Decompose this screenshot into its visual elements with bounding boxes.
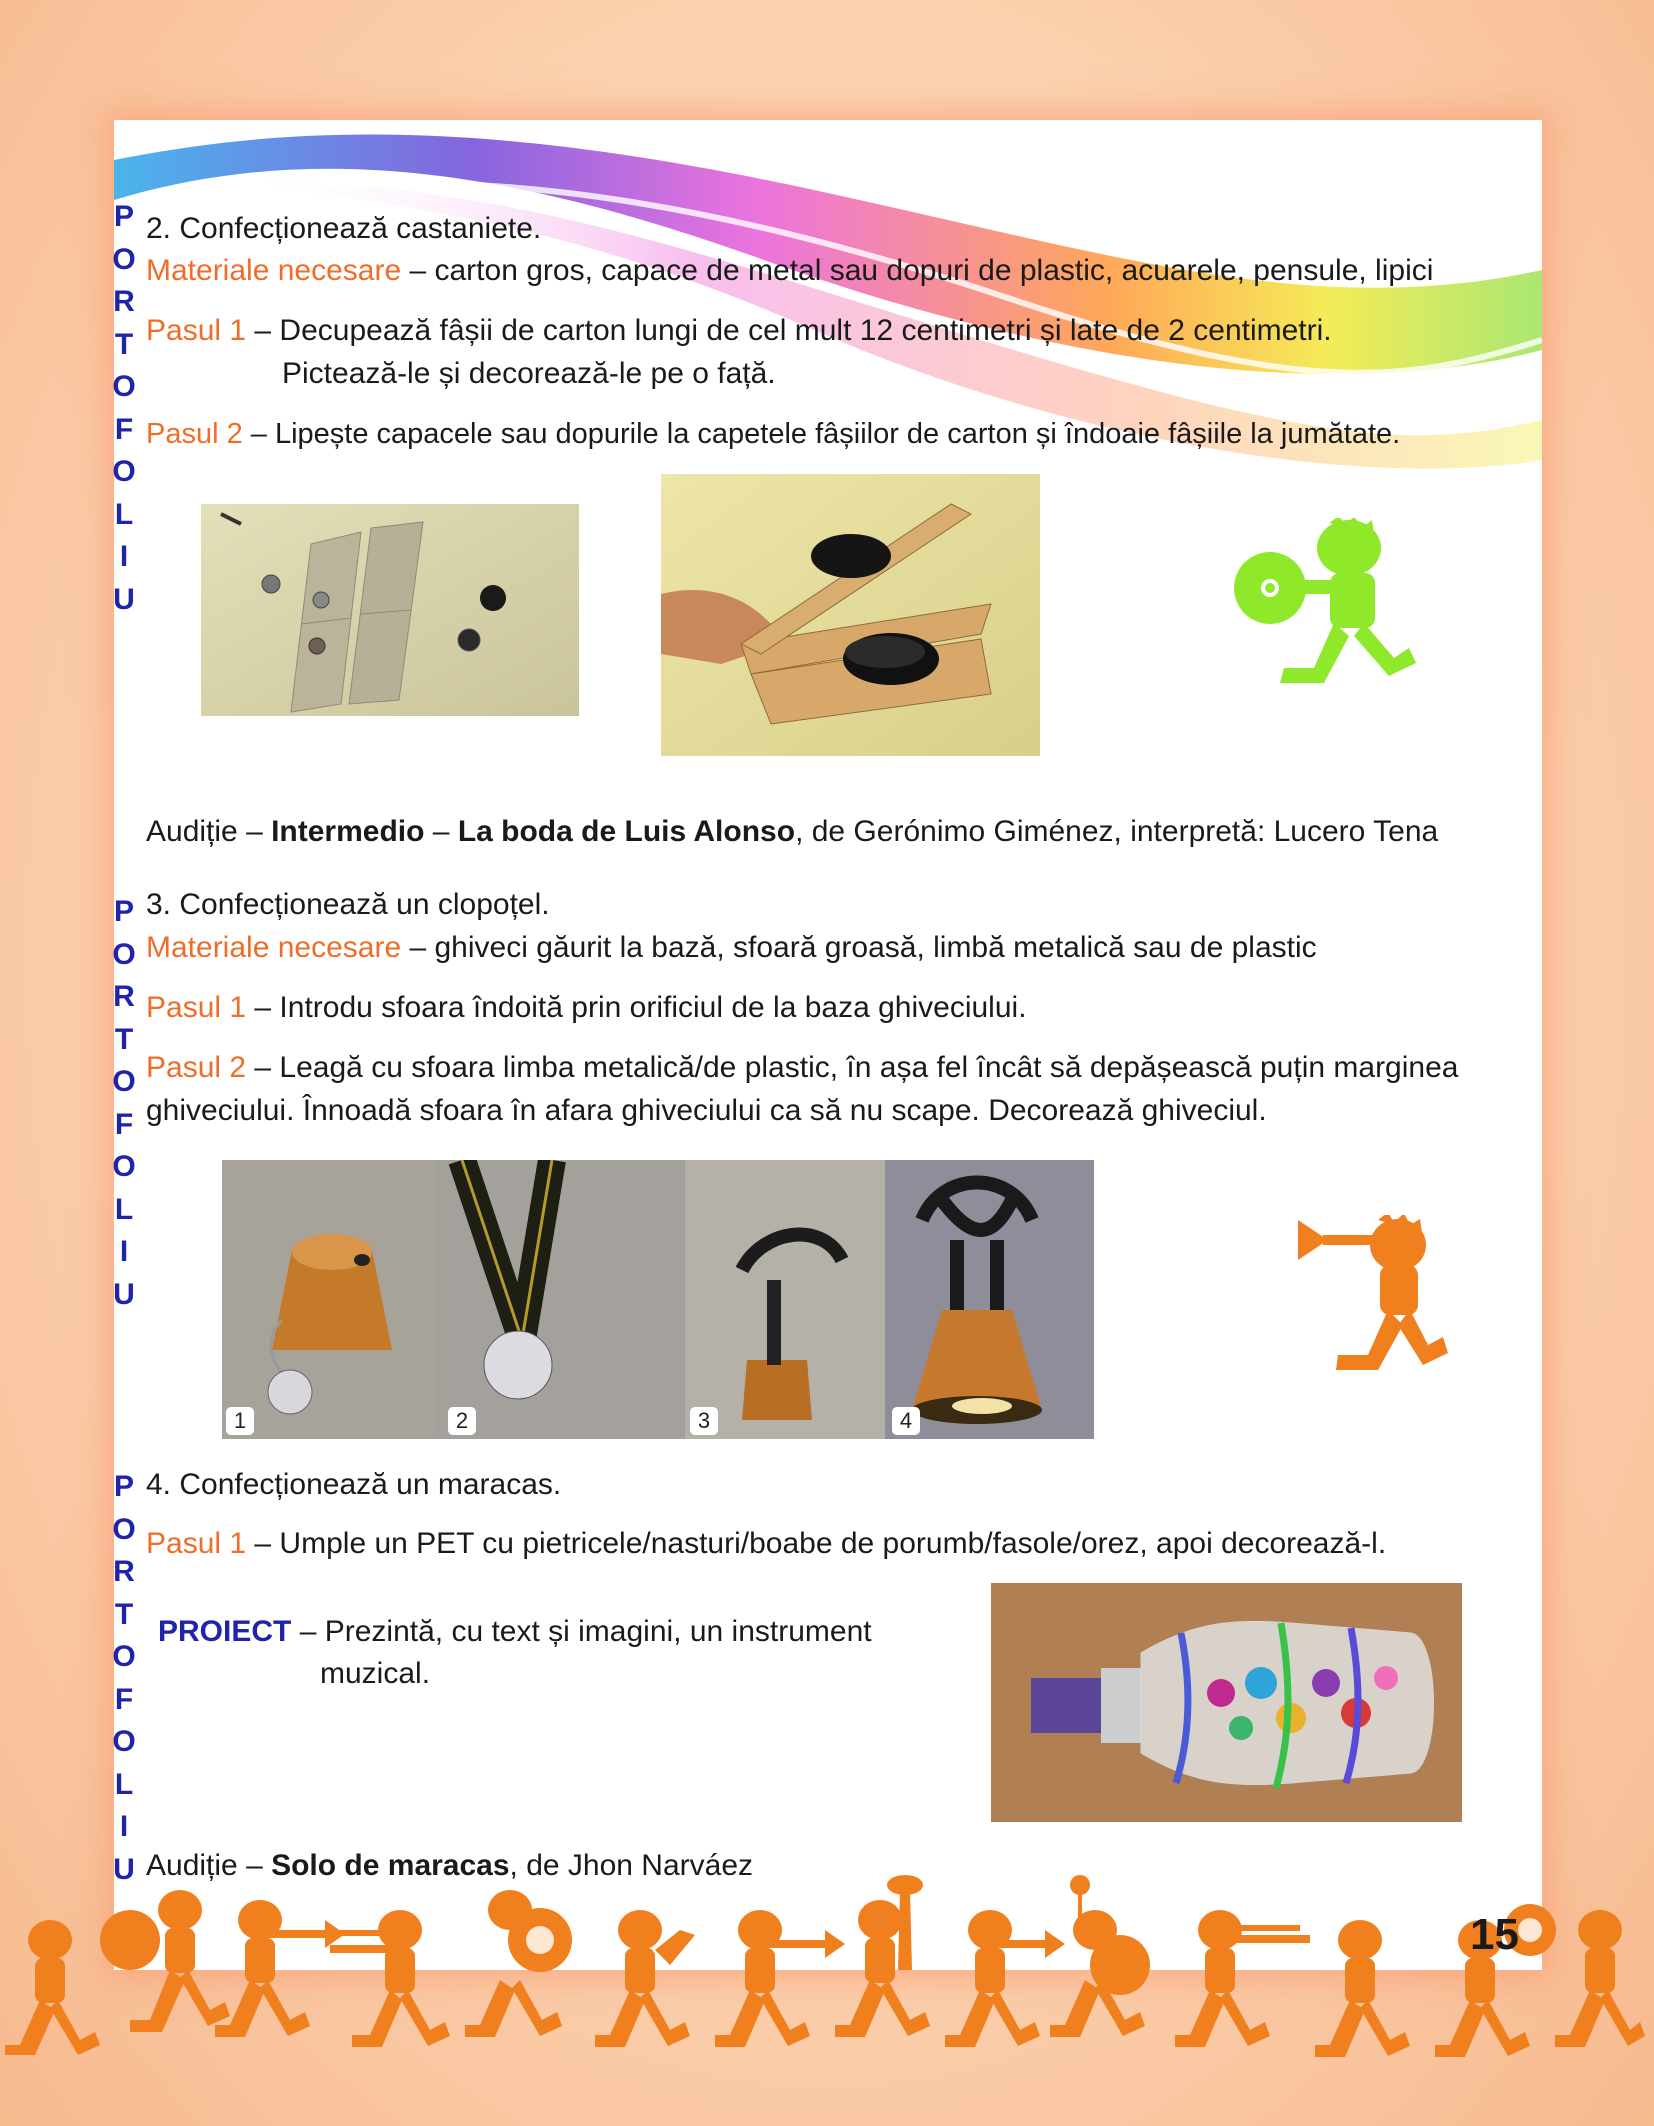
materials-label: Materiale necesare bbox=[146, 254, 402, 287]
step2-label: Pasul 2 bbox=[146, 418, 243, 450]
bell-steps-photo-strip bbox=[222, 1160, 1094, 1439]
step1-text: – Introdu sfoara îndoită prin orificiul de la baza ghiveciului. bbox=[246, 991, 1027, 1024]
step2-text: – Lipește capacele sau dopurile la capetele fâșiilor de carton și îndoaie fâșiile la jumătate. bbox=[242, 418, 1401, 450]
section2-step1 bbox=[146, 313, 1332, 349]
section4-title: 4. Confecționează un maracas. bbox=[146, 1468, 562, 1501]
trumpet-player-silhouette bbox=[1298, 1215, 1448, 1385]
project-text: – Prezintă, cu text și imagini, un instrument bbox=[291, 1615, 872, 1648]
photo-number-2: 2 bbox=[448, 1407, 476, 1435]
section3-step2-line2: ghiveciului. Înnoadă sfoara în afara ghiveciului ca să nu scape. Decorează ghiveciul. bbox=[146, 1094, 1267, 1127]
castanets-strips-photo bbox=[201, 504, 579, 716]
band-figure bbox=[5, 1920, 100, 2055]
step1-text: – Umple un PET cu pietricele/nasturi/boabe de porumb/fasole/orez, apoi decorează-l. bbox=[246, 1527, 1387, 1560]
step2-label: Pasul 2 bbox=[146, 1051, 247, 1084]
band-figure bbox=[1050, 1875, 1150, 2037]
section3-title: 3. Confecționează un clopoțel. bbox=[146, 888, 550, 921]
portofoliu-label-2: P O R T O F O L I U bbox=[112, 895, 136, 1311]
marching-band-silhouettes-footer bbox=[0, 1860, 1654, 2126]
materials-text: – ghiveci găurit la bază, sfoară groasă, limbă metalică sau de plastic bbox=[401, 931, 1317, 964]
section2-materials bbox=[146, 253, 1433, 289]
band-figure bbox=[715, 1910, 845, 2047]
band-figure bbox=[1175, 1910, 1310, 2047]
audition-suffix: , de Gerónimo Giménez, interpretă: Lucero Tena bbox=[795, 815, 1439, 848]
band-figure bbox=[330, 1910, 450, 2047]
maracas-bottle-photo bbox=[991, 1583, 1462, 1822]
band-figure bbox=[835, 1875, 930, 2037]
step1-label: Pasul 1 bbox=[146, 314, 247, 347]
cymbal-player-silhouette bbox=[1234, 518, 1434, 708]
section2-step1-line2: Pictează-le și decorează-le pe o față. bbox=[282, 357, 776, 390]
step1-text: – Decupează fâșii de carton lungi de cel mult 12 centimetri și late de 2 centimetri. bbox=[246, 314, 1332, 347]
band-figure bbox=[1555, 1910, 1645, 2047]
band-figure bbox=[595, 1910, 695, 2047]
audition-prefix: Audiție – bbox=[146, 815, 272, 848]
audition-separator: – bbox=[424, 815, 458, 848]
section3-materials bbox=[146, 930, 1317, 966]
section4-step1 bbox=[146, 1526, 1386, 1562]
photo-number-3: 3 bbox=[690, 1407, 718, 1435]
section2-title: 2. Confecționează castaniete. bbox=[146, 212, 542, 245]
photo-number-4: 4 bbox=[892, 1407, 920, 1435]
materials-text: – carton gros, capace de metal sau dopuri de plastic, acuarele, pensule, lipici bbox=[401, 254, 1434, 287]
audition-piece: Solo de maracas bbox=[271, 1849, 510, 1882]
band-figure bbox=[1315, 1920, 1410, 2057]
step1-label: Pasul 1 bbox=[146, 1527, 247, 1560]
band-figure bbox=[215, 1900, 345, 2037]
photo-number-1: 1 bbox=[226, 1407, 254, 1435]
band-figure bbox=[945, 1910, 1065, 2047]
portofoliu-label-1: P O R T O F O L I U bbox=[112, 200, 136, 616]
band-figure bbox=[465, 1890, 572, 2037]
castanets-assembled-photo bbox=[661, 474, 1040, 756]
audition-1 bbox=[146, 814, 1438, 850]
project-line-1 bbox=[158, 1614, 872, 1650]
project-label: PROIECT bbox=[158, 1615, 292, 1648]
section3-step2 bbox=[146, 1050, 1458, 1086]
audition-piece-1: Intermedio bbox=[271, 815, 425, 848]
section2-step2 bbox=[146, 416, 1400, 452]
materials-label: Materiale necesare bbox=[146, 931, 402, 964]
band-figure bbox=[100, 1890, 230, 2032]
step2-text: – Leagă cu sfoara limba metalică/de plastic, în așa fel încât să depășească puțin marginea bbox=[246, 1051, 1459, 1084]
page-number: 15 bbox=[1470, 1910, 1519, 1959]
step1-label: Pasul 1 bbox=[146, 991, 247, 1024]
audition-prefix: Audiție – bbox=[146, 1849, 272, 1882]
portofoliu-label-3: P O R T O F O L I U bbox=[112, 1470, 136, 1886]
audition-suffix: , de Jhon Narváez bbox=[509, 1849, 754, 1882]
audition-piece-2: La boda de Luis Alonso bbox=[457, 815, 796, 848]
section3-step1 bbox=[146, 990, 1027, 1026]
project-line-2: muzical. bbox=[320, 1657, 431, 1690]
